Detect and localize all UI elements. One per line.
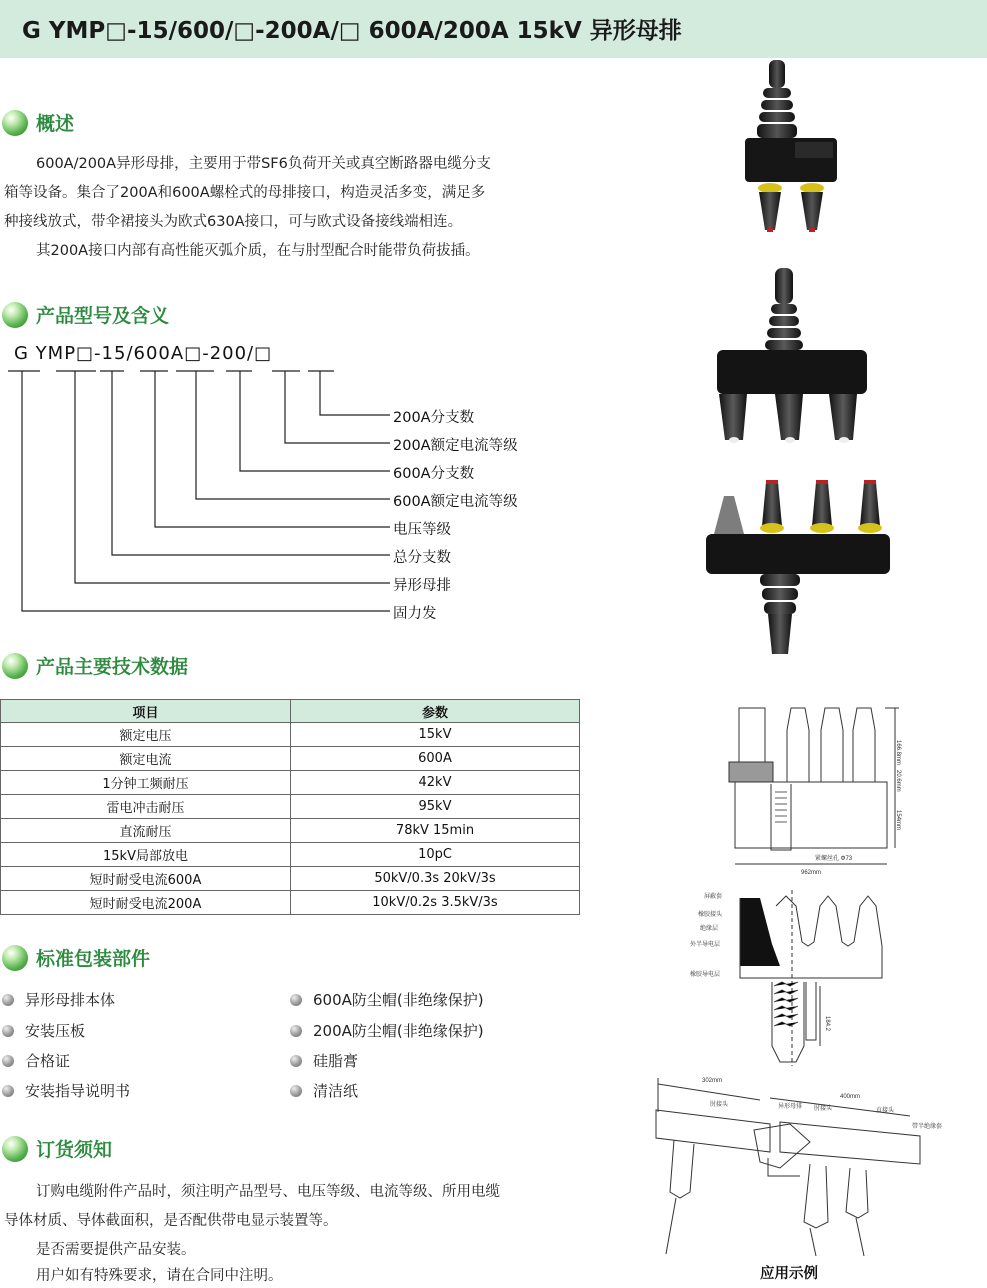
dim-height-1: 166.8mm [895, 740, 901, 766]
table-cell: 雷电冲击耐压 [1, 795, 291, 819]
table-cell: 600A [291, 747, 580, 771]
model-meaning-label: 200A分支数 [393, 410, 475, 426]
ordering-line: 是否需要提供产品安装。 [36, 1242, 196, 1258]
section-title: 产品主要技术数据 [36, 656, 189, 678]
model-meaning-label: 异形母排 [393, 578, 451, 594]
table-cell: 50kV/0.3s 20kV/3s [291, 867, 580, 891]
section-model-heading [2, 301, 169, 328]
section-overview-heading [2, 109, 74, 136]
model-meaning-label: 600A额定电流等级 [393, 494, 518, 510]
model-meaning-label: 固力发 [393, 606, 437, 622]
ordering-line: 导体材质、导体截面积，是否配供带电显示装置等。 [4, 1213, 338, 1229]
grey-bullet-icon [2, 994, 14, 1006]
table-header-cell: 项目 [1, 700, 291, 723]
spec-table [0, 699, 580, 915]
busbar-photo-4way [705, 268, 875, 448]
table-cell: 短时耐受电流200A [1, 891, 291, 915]
busbar-photo-2way [735, 60, 845, 235]
table-row [1, 795, 580, 819]
grey-bullet-icon [2, 1085, 14, 1097]
model-meaning-label: 总分支数 [393, 550, 451, 566]
section-label: 屏蔽套 [704, 894, 723, 900]
page-title: G YMP□-15/600/□-200A/□ 600A/200A 15kV 异形母排 [22, 18, 682, 44]
dimension-drawing [725, 700, 905, 878]
table-row [1, 843, 580, 867]
packing-item: 200A防尘帽(非绝缘保护) [290, 1020, 484, 1041]
packing-item: 安装指导说明书 [2, 1080, 130, 1101]
dim-bolt-hole: 紧螺丝孔 Φ73 [815, 856, 853, 862]
table-cell: 42kV [291, 771, 580, 795]
table-row [1, 747, 580, 771]
green-bullet-icon [2, 302, 28, 328]
packing-item: 清洁纸 [290, 1080, 358, 1101]
packing-item: 安装压板 [2, 1020, 85, 1041]
section-packing-heading [2, 944, 150, 971]
dim-length-c: 184.2 [824, 1016, 830, 1032]
overview-line: 600A/200A异形母排，主要用于带SF6负荷开关或真空断路器电缆分支 [36, 156, 491, 172]
overview-line: 其200A接口内部有高性能灭弧介质，在与肘型配合时能带负荷拔插。 [36, 243, 480, 259]
section-label: 橡胶接头 [698, 912, 723, 918]
table-row [1, 723, 580, 747]
section-label: 绝缘层 [700, 926, 719, 932]
application-drawing [650, 1072, 950, 1258]
ordering-line: 用户如有特殊要求，请在合同中注明。 [36, 1268, 283, 1284]
model-bracket-lines [0, 365, 400, 625]
table-row [1, 867, 580, 891]
section-specs-heading [2, 652, 188, 679]
table-row [1, 819, 580, 843]
green-bullet-icon [2, 110, 28, 136]
app-label: 肘接头 [814, 1106, 833, 1112]
green-bullet-icon [2, 1136, 28, 1162]
grey-bullet-icon [290, 1055, 302, 1067]
section-label: 橡胶导电层 [690, 972, 721, 978]
table-row [1, 771, 580, 795]
table-cell: 15kV [291, 723, 580, 747]
model-code: G YMP□-15/600A□-200/□ [14, 343, 273, 364]
section-title: 概述 [36, 113, 75, 135]
table-cell: 额定电压 [1, 723, 291, 747]
packing-item: 600A防尘帽(非绝缘保护) [290, 989, 484, 1010]
section-title: 订货须知 [36, 1139, 113, 1161]
table-cell: 10pC [291, 843, 580, 867]
grey-bullet-icon [290, 1025, 302, 1037]
title-bar [0, 0, 987, 58]
table-cell: 95kV [291, 795, 580, 819]
green-bullet-icon [2, 653, 28, 679]
model-meaning-label: 200A额定电流等级 [393, 438, 518, 454]
dim-height-3: 154mm [895, 810, 901, 831]
overview-line: 箱等设备。集合了200A和600A螺栓式的母排接口，构造灵活多变，满足多 [4, 185, 486, 201]
grey-bullet-icon [290, 994, 302, 1006]
dim-length-a: 302mm [702, 1078, 723, 1084]
table-row [1, 891, 580, 915]
packing-item: 异形母排本体 [2, 989, 115, 1010]
table-header-cell: 参数 [291, 700, 580, 723]
model-meaning-label: 600A分支数 [393, 466, 475, 482]
packing-item: 合格证 [2, 1050, 70, 1071]
overview-line: 种接线放式，带伞裙接头为欧式630A接口，可与欧式设备接线端相连。 [4, 214, 463, 230]
dim-width: 962mm [801, 870, 822, 876]
packing-item: 硅脂膏 [290, 1050, 358, 1071]
table-cell: 15kV局部放电 [1, 843, 291, 867]
section-title: 产品型号及含义 [36, 305, 170, 327]
app-label: 异形母排 [778, 1104, 803, 1110]
table-cell: 10kV/0.2s 3.5kV/3s [291, 891, 580, 915]
dim-length-b: 400mm [840, 1094, 861, 1100]
green-bullet-icon [2, 945, 28, 971]
table-cell: 短时耐受电流600A [1, 867, 291, 891]
dim-height-2: 20.6mm [895, 770, 901, 792]
table-header-row [1, 700, 580, 723]
busbar-photo-4way-alt [700, 478, 895, 658]
model-meaning-label: 电压等级 [393, 522, 451, 538]
table-cell: 78kV 15min [291, 819, 580, 843]
grey-bullet-icon [2, 1055, 14, 1067]
table-cell: 额定电流 [1, 747, 291, 771]
table-cell: 直流耐压 [1, 819, 291, 843]
cross-section-drawing [676, 886, 906, 1074]
app-label: 直接头 [876, 1108, 895, 1114]
grey-bullet-icon [290, 1085, 302, 1097]
table-cell: 1分钟工频耐压 [1, 771, 291, 795]
section-title: 标准包装部件 [36, 948, 151, 970]
section-label: 外半导电层 [690, 942, 721, 948]
section-ordering-heading [2, 1135, 112, 1162]
grey-bullet-icon [2, 1025, 14, 1037]
app-label: 肘接头 [710, 1102, 729, 1108]
app-label: 带半绝缘套 [912, 1124, 943, 1130]
ordering-line: 订购电缆附件产品时，须注明产品型号、电压等级、电流等级、所用电缆 [36, 1184, 500, 1200]
figure-caption: 应用示例 [760, 1266, 818, 1282]
